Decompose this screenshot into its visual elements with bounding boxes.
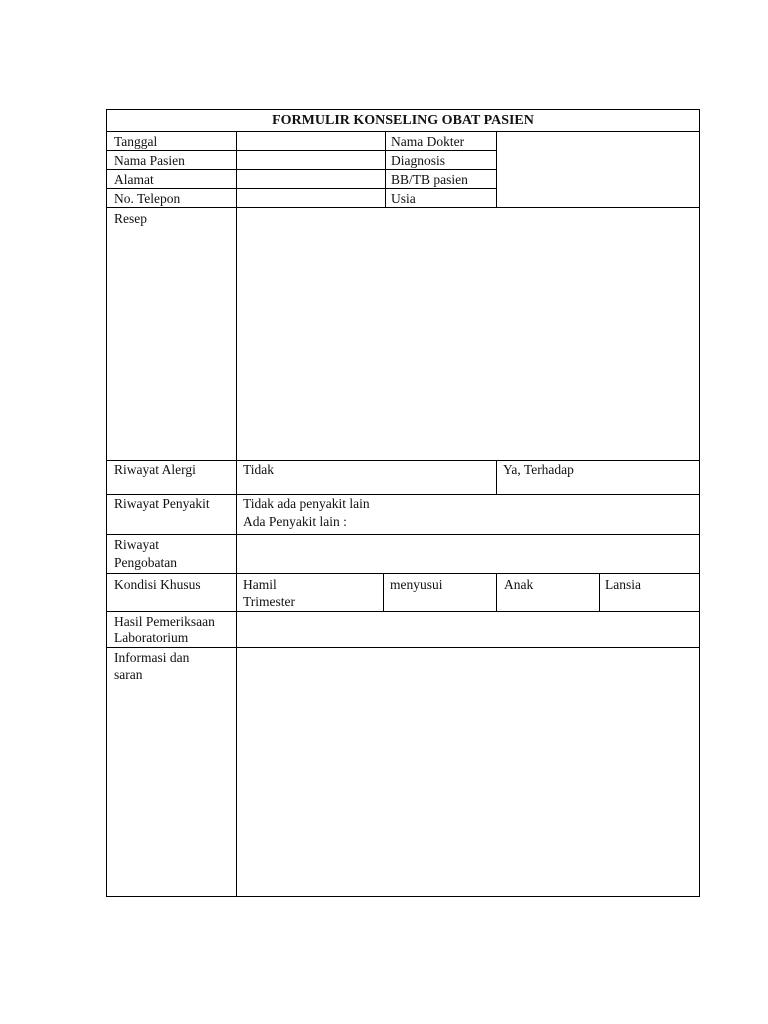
form-title: FORMULIR KONSELING OBAT PASIEN	[272, 113, 534, 128]
label-riwayat-alergi: Riwayat Alergi	[114, 462, 196, 477]
resep-field[interactable]	[237, 208, 699, 460]
label-hasil-lab-line2: Laboratorium	[114, 630, 189, 645]
option-alergi-tidak[interactable]: Tidak	[243, 462, 275, 477]
option-trimester[interactable]: Trimester	[243, 594, 296, 609]
no-telepon-field[interactable]	[237, 189, 385, 207]
label-usia: Usia	[391, 191, 416, 206]
label-resep: Resep	[114, 211, 147, 226]
rule-kondisi-top	[107, 573, 699, 574]
label-kondisi-khusus: Kondisi Khusus	[114, 577, 201, 592]
tanggal-field[interactable]	[237, 132, 385, 150]
label-riwayat-pengobatan-line2: Pengobatan	[114, 555, 177, 570]
counseling-form	[106, 109, 700, 897]
doctor-info-field[interactable]	[497, 132, 699, 207]
rule-kondisi-2	[496, 573, 497, 611]
option-penyakit-tidak[interactable]: Tidak ada penyakit lain	[243, 496, 370, 511]
option-lansia[interactable]: Lansia	[605, 577, 641, 592]
option-alergi-ya[interactable]: Ya, Terhadap	[503, 462, 574, 477]
option-penyakit-ada[interactable]: Ada Penyakit lain :	[243, 514, 347, 529]
rule-kondisi-1	[383, 573, 384, 611]
label-riwayat-penyakit: Riwayat Penyakit	[114, 496, 210, 511]
riwayat-pengobatan-field[interactable]	[237, 535, 699, 573]
alamat-field[interactable]	[237, 170, 385, 188]
rule-alergi-split	[496, 460, 497, 494]
label-hasil-lab-line1: Hasil Pemeriksaan	[114, 614, 215, 629]
label-tanggal: Tanggal	[114, 134, 158, 149]
informasi-saran-field[interactable]	[237, 648, 699, 896]
option-anak[interactable]: Anak	[504, 577, 534, 592]
label-nama-pasien: Nama Pasien	[114, 153, 185, 168]
nama-pasien-field[interactable]	[237, 151, 385, 169]
label-informasi-line2: saran	[114, 667, 143, 682]
option-hamil[interactable]: Hamil	[243, 577, 277, 592]
label-riwayat-pengobatan-line1: Riwayat	[114, 537, 159, 552]
option-menyusui[interactable]: menyusui	[390, 577, 443, 592]
label-diagnosis: Diagnosis	[391, 153, 445, 168]
label-bb-tb: BB/TB pasien	[391, 172, 468, 187]
label-alamat: Alamat	[114, 172, 154, 187]
hasil-lab-field[interactable]	[237, 612, 699, 647]
rule-info-mid	[385, 131, 386, 207]
label-nama-dokter: Nama Dokter	[391, 134, 465, 149]
label-informasi-line1: Informasi dan	[114, 650, 190, 665]
rule-kondisi-3	[599, 573, 600, 611]
label-no-telepon: No. Telepon	[114, 191, 181, 206]
